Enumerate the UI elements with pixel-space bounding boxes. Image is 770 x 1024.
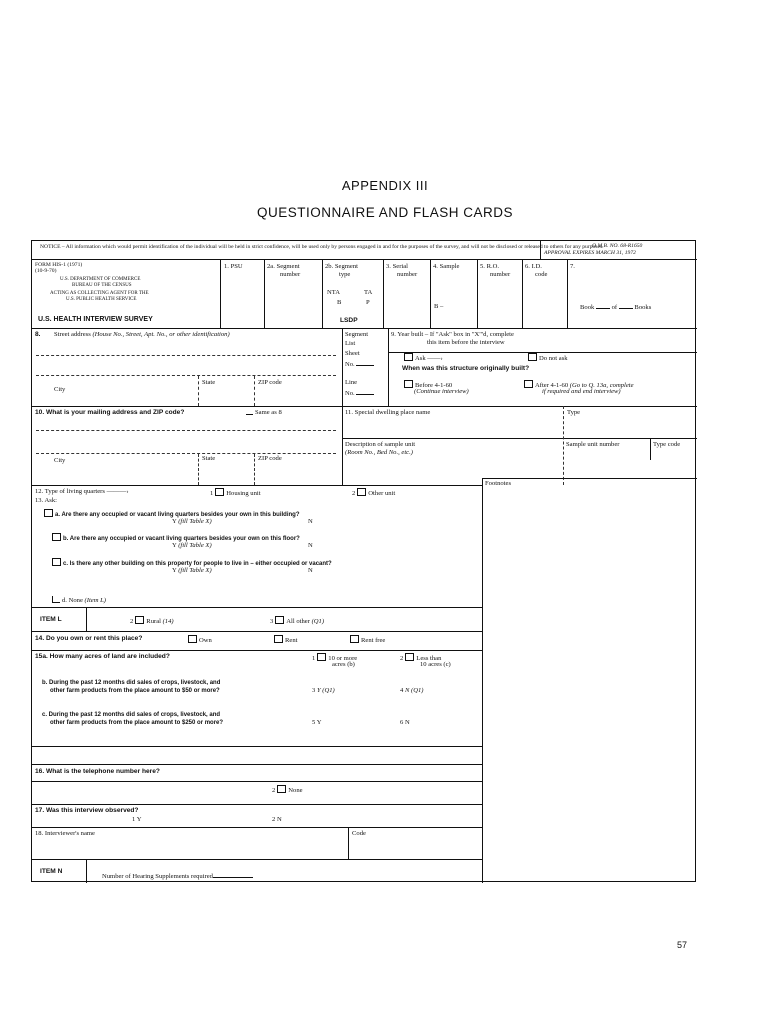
sheet-no-label: No. xyxy=(345,359,374,369)
q13b-option[interactable]: b. Are there any occupied or vacant living quarters besides your own on this floor? xyxy=(50,533,300,543)
sample-unit-description-hint: (Room No., Bed No., etc.) xyxy=(345,449,413,456)
q15b-no[interactable]: 4 N (Q1) xyxy=(400,687,424,694)
q13a-no: N xyxy=(308,518,313,525)
mailing-state-label: State xyxy=(202,455,216,462)
q16-label: 16. What is the telephone number here? xyxy=(35,768,160,775)
approval-expires: APPROVAL EXPIRES MARCH 31, 1972 xyxy=(544,250,636,256)
questionnaire-heading: QUESTIONNAIRE AND FLASH CARDS xyxy=(256,205,514,220)
state-label: State xyxy=(202,379,216,386)
item-8-number: 8. xyxy=(35,331,41,338)
b-label: B xyxy=(337,299,342,306)
id-code-label-2: code xyxy=(535,271,548,278)
serial-number-label-2: number xyxy=(397,271,418,278)
after-1960-checkbox[interactable] xyxy=(524,380,533,388)
segment-type-label: 2b. Segment xyxy=(325,263,358,270)
interviewer-code-label: Code xyxy=(352,830,366,837)
q17-label: 17. Was this interview observed? xyxy=(35,807,139,814)
sheet-label: Sheet xyxy=(345,350,360,357)
form-date: (10-9-70) xyxy=(35,268,57,274)
agency-line-1: U.S. DEPARTMENT OF COMMERCE xyxy=(60,277,141,282)
q13b-checkbox[interactable] xyxy=(52,533,61,541)
rural-option[interactable]: 2 Rural (14) xyxy=(130,618,174,625)
all-other-checkbox[interactable] xyxy=(275,616,284,624)
dwelling-type-label: Type xyxy=(567,409,581,416)
same-as-8-option[interactable]: Same as 8 xyxy=(244,409,282,417)
questionnaire-form xyxy=(31,240,696,882)
rent-option[interactable]: Rent xyxy=(272,635,297,645)
ten-or-more-option[interactable]: 1 10 or more xyxy=(312,655,358,662)
omb-number: O.M.B. NO. 68-R1650 xyxy=(592,243,643,249)
q13a-yes: Y (fill Table X) xyxy=(172,518,212,525)
no-telephone-option[interactable]: 2 None xyxy=(272,787,303,794)
lsdp-label: LSDP xyxy=(340,317,358,324)
id-code-label: 6. I.D. xyxy=(525,263,542,270)
when-built-question: When was this structure originally built? xyxy=(402,365,530,372)
segment-label: Segment xyxy=(345,331,369,338)
ask-checkbox[interactable] xyxy=(404,353,413,361)
after-1960-hint: if required and end interview) xyxy=(542,388,621,395)
own-option[interactable]: Own xyxy=(186,635,212,645)
special-dwelling-label: 11. Special dwelling place name xyxy=(345,409,431,416)
item-l-label: ITEM L xyxy=(40,616,62,623)
ten-or-more-checkbox[interactable] xyxy=(317,653,326,661)
rent-checkbox[interactable] xyxy=(274,635,283,643)
sample-unit-number-label: Sample unit number xyxy=(566,441,620,448)
footnotes-label: Footnotes xyxy=(485,480,512,487)
segment-number-label: 2a. Segment xyxy=(267,263,300,270)
ten-or-more-hint: acres (b) xyxy=(332,661,355,668)
appendix-heading: APPENDIX III xyxy=(341,178,429,193)
segment-number-label-2: number xyxy=(280,271,301,278)
housing-unit-option[interactable]: 1 Housing unit xyxy=(210,490,261,497)
street-address-label: Street address (House No., Street, Apt. No., or other identification) xyxy=(54,331,230,338)
observed-no[interactable]: 2 N xyxy=(272,816,282,823)
q15a-label: 15a. How many acres of land are included? xyxy=(35,653,170,660)
less-than-ten-checkbox[interactable] xyxy=(405,653,414,661)
line-label: Line xyxy=(345,379,358,386)
serial-number-label: 3. Serial xyxy=(386,263,408,270)
q13d-option[interactable]: d. None (Item L) xyxy=(50,596,106,605)
agency-line-2: BUREAU OF THE CENSUS xyxy=(72,283,132,288)
less-than-ten-hint: 10 acres (c) xyxy=(420,661,451,668)
q13c-yes: Y (fill Table X) xyxy=(172,567,212,574)
mailing-zip-label: ZIP code xyxy=(258,455,282,462)
ro-number-label-2: number xyxy=(490,271,511,278)
q13c-checkbox[interactable] xyxy=(52,558,61,566)
before-1960-checkbox[interactable] xyxy=(404,380,413,388)
q13a-option[interactable]: a. Are there any occupied or vacant living quarters besides your own in this building? xyxy=(42,509,300,519)
sample-label: 4. Sample xyxy=(433,263,460,270)
notice-text: NOTICE – All information which would permit identification of the individual will be held in strict confidence, will be used only by persons engaged in and for the purposes of the survey, and will not be disclosed or released to others for any purposes. xyxy=(40,244,604,250)
zip-code-label: ZIP code xyxy=(258,379,282,386)
q13-label: 13. Ask: xyxy=(35,497,57,504)
q13c-option[interactable]: c. Is there any other building on this property for people to live in – either occupied or vacant? xyxy=(50,558,332,568)
q13b-no: N xyxy=(308,542,313,549)
list-label: List xyxy=(345,340,356,347)
q15c-label: c. During the past 12 months did sales of crops, livestock, and xyxy=(42,712,221,718)
q15b-label: b. During the past 12 months did sales of crops, livestock, and xyxy=(42,680,221,686)
q15c-label-2: other farm products from the place amount to $250 or more? xyxy=(50,720,224,726)
nta-label: NTA xyxy=(327,289,341,296)
q12-label: 12. Type of living quarters ———› xyxy=(35,488,129,495)
survey-name: U.S. HEALTH INTERVIEW SURVEY xyxy=(38,316,153,323)
q13b-yes: Y (fill Table X) xyxy=(172,542,212,549)
do-not-ask-option[interactable]: Do not ask xyxy=(526,353,568,363)
interviewer-name-label: 18. Interviewer's name xyxy=(35,830,95,837)
year-built-label: 9. Year built – If "Ask" box in "X"'d, complete xyxy=(391,331,514,338)
q13c-no: N xyxy=(308,567,313,574)
year-built-label-2: this item before the interview xyxy=(427,339,505,346)
hearing-supplements-label: Number of Hearing Supplements required xyxy=(102,871,253,881)
ro-number-label: 5. R.O. xyxy=(480,263,500,270)
q15b-label-2: other farm products from the place amount to $50 or more? xyxy=(50,688,220,694)
less-than-ten-option[interactable]: 2 Less than xyxy=(400,655,442,662)
city-label: City xyxy=(54,386,66,393)
form-number: FORM HIS-1 (1971) xyxy=(35,262,83,268)
q15c-yes[interactable]: 5 Y xyxy=(312,719,322,726)
own-checkbox[interactable] xyxy=(188,635,197,643)
q13a-checkbox[interactable] xyxy=(44,509,53,517)
segment-type-label-2: type xyxy=(339,271,351,278)
item-7-label: 7. xyxy=(570,263,575,270)
item-n-label: ITEM N xyxy=(40,868,63,875)
before-1960-option[interactable]: Before 4-1-60 xyxy=(402,380,452,390)
other-unit-option[interactable]: 2 Other unit xyxy=(352,490,396,497)
sample-unit-description-label: Description of sample unit xyxy=(345,441,416,448)
rural-checkbox[interactable] xyxy=(135,616,144,624)
page-number: 57 xyxy=(677,940,688,950)
b-dash-label: B – xyxy=(434,303,444,310)
all-other-option[interactable]: 3 All other (Q1) xyxy=(270,618,325,625)
mailing-address-question: 10. What is your mailing address and ZIP code? xyxy=(35,409,185,416)
q14-label: 14. Do you own or rent this place? xyxy=(35,635,143,642)
ask-option[interactable]: Ask ——› xyxy=(402,353,443,363)
no-telephone-checkbox[interactable] xyxy=(277,785,286,793)
other-unit-checkbox[interactable] xyxy=(357,488,366,496)
type-code-label: Type code xyxy=(653,441,681,448)
housing-unit-checkbox[interactable] xyxy=(215,488,224,496)
q15c-no[interactable]: 6 N xyxy=(400,719,410,726)
book-count: Book of Books xyxy=(580,304,652,311)
after-1960-option[interactable]: After 4-1-60 (Go to Q. 13a, complete xyxy=(522,380,634,390)
rent-free-option[interactable]: Rent free xyxy=(348,635,385,645)
observed-yes[interactable]: 1 Y xyxy=(132,816,142,823)
ta-label: TA xyxy=(364,289,373,296)
psu-label: 1. PSU xyxy=(224,263,243,270)
p-label: P xyxy=(366,299,370,306)
before-1960-hint: (Continue interview) xyxy=(414,388,469,395)
agency-line-4: U.S. PUBLIC HEALTH SERVICE xyxy=(66,297,137,302)
rent-free-checkbox[interactable] xyxy=(350,635,359,643)
mailing-city-label: City xyxy=(54,457,66,464)
q15b-yes[interactable]: 3 Y (Q1) xyxy=(312,687,335,694)
do-not-ask-checkbox[interactable] xyxy=(528,353,537,361)
same-as-8-checkbox[interactable] xyxy=(246,410,253,415)
line-no-label: No. xyxy=(345,388,374,398)
q13d-checkbox[interactable] xyxy=(52,596,60,603)
agency-line-3: ACTING AS COLLECTING AGENT FOR THE xyxy=(50,291,149,296)
